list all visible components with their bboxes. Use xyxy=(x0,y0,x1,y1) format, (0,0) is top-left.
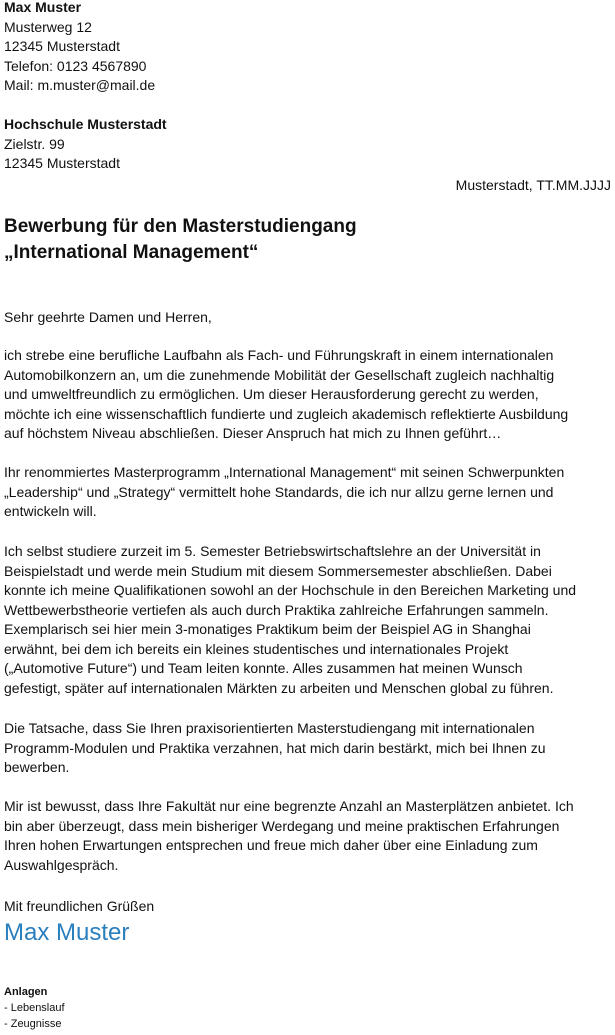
attachments-title: Anlagen xyxy=(4,986,48,998)
paragraph-line: auf höchstem Niveau abschließen. Dieser Anspruch hat mich zu Ihnen geführt… xyxy=(4,425,502,441)
paragraph-line: Die Tatsache, dass Sie Ihren praxisorientierten Masterstudiengang mit internationalen xyxy=(4,720,535,736)
sender-city: 12345 Musterstadt xyxy=(4,38,120,54)
paragraph-4 xyxy=(4,719,610,778)
paragraph-line: Beispielstadt und werde mein Studium mit diesem Sommersemester abschließen. Dabei xyxy=(4,562,552,579)
paragraph-line: Automobilkonzern an, um die zunehmende Mobilität der Gesellschaft zugleich nachhaltig xyxy=(4,366,555,383)
paragraph-line: und umweltfreundlich zu ermöglichen. Um dieser Herausforderung gerecht zu werden, xyxy=(4,386,539,402)
paragraph-line: Wettbewerbstheorie vertiefen als auch durch Praktika zahlreiche Erfahrungen sammeln. xyxy=(4,601,549,618)
paragraph-line: möchte ich eine wissenschaftlich fundierte und zugleich akademisch reflektierte Ausbildung xyxy=(4,405,569,422)
paragraph-1 xyxy=(4,346,610,444)
signature: Max Muster xyxy=(4,919,130,946)
sender-email: Mail: m.muster@mail.de xyxy=(4,77,156,93)
paragraph-line: ich strebe eine berufliche Laufbahn als Fach- und Führungskraft in einem internationalen xyxy=(4,347,554,363)
attachment-item: - Lebenslauf xyxy=(4,1002,65,1014)
attachment-item: - Zeugnisse xyxy=(4,1018,62,1030)
paragraph-line: („Automotive Future“) und Team leiten konnte. Alles zusammen hat meinen Wunsch xyxy=(4,660,523,676)
paragraph-line: bewerben. xyxy=(4,759,70,775)
sender-street: Musterweg 12 xyxy=(4,18,92,35)
paragraph-line: Ich selbst studiere zurzeit im 5. Semester Betriebswirtschaftslehre an der Universität in xyxy=(4,543,541,559)
closing: Mit freundlichen Grüßen xyxy=(4,898,155,914)
paragraph-line: konnte ich meine Qualifikationen sowohl an der Hochschule in den Bereichen Marketing und xyxy=(4,582,577,598)
paragraph-5 xyxy=(4,797,610,875)
subject-line-1: Bewerbung für den Masterstudiengang xyxy=(4,216,357,237)
paragraph-line: Ihr renommiertes Masterprogramm „International Management“ mit seinen Schwerpunkten xyxy=(4,464,565,480)
paragraph-line: erwähnt, bei dem ich bereits ein kleines studentisches und internationales Projekt xyxy=(4,640,509,657)
paragraph-line: „Leadership“ und „Strategy“ vermittelt hohe Standards, die ich nur allzu gerne lernen und xyxy=(4,483,554,500)
recipient-name: Hochschule Musterstadt xyxy=(4,116,167,132)
paragraph-3 xyxy=(4,542,610,698)
sender-name: Max Muster xyxy=(4,0,82,15)
paragraph-line: bin aber überzeugt, dass mein bisheriger Werdegang und meine praktischen Erfahrungen xyxy=(4,817,560,834)
paragraph-line: Programm-Modulen und Praktika verzahnen, hat mich darin bestärkt, mich bei Ihnen zu xyxy=(4,739,546,756)
paragraph-line: Ihren hohen Erwartungen entsprechen und freue mich daher über eine Einladung zum xyxy=(4,837,538,853)
salutation: Sehr geehrte Damen und Herren, xyxy=(4,309,212,325)
recipient-city: 12345 Musterstadt xyxy=(4,155,120,171)
sender-phone: Telefon: 0123 4567890 xyxy=(4,57,147,74)
paragraph-line: Exemplarisch sei hier mein 3-monatiges Praktikum beim der Beispiel AG in Shanghai xyxy=(4,621,531,637)
paragraph-line: Auswahlgespräch. xyxy=(4,856,119,873)
date-line: Musterstadt, TT.MM.JJJJ xyxy=(455,177,611,193)
paragraph-line: gefestigt, später auf internationalen Märkten zu arbeiten und Menschen global zu führen. xyxy=(4,679,554,696)
recipient-street: Zielstr. 99 xyxy=(4,135,65,152)
paragraph-line: Mir ist bewusst, dass Ihre Fakultät nur eine begrenzte Anzahl an Masterplätzen anbietet. Ich xyxy=(4,798,574,814)
subject-line-2: „International Management“ xyxy=(4,242,259,263)
paragraph-2 xyxy=(4,463,610,522)
paragraph-line: entwickeln will. xyxy=(4,503,97,519)
